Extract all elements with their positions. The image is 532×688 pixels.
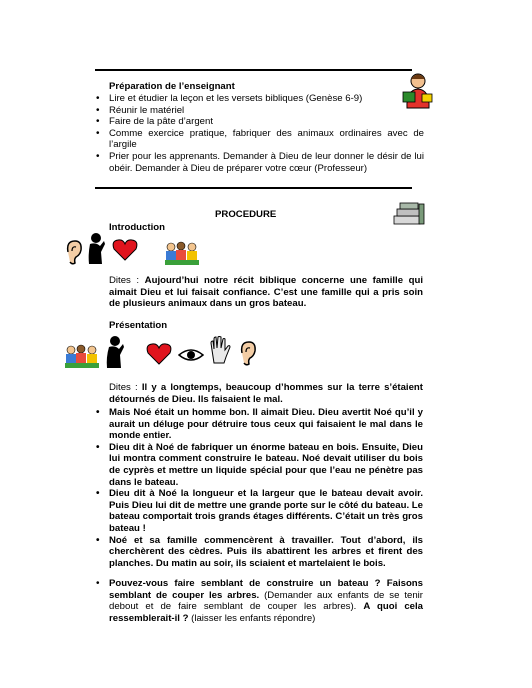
activity-list xyxy=(95,578,423,624)
top-divider xyxy=(95,69,412,71)
hand-icon xyxy=(208,335,232,365)
presentation-label: Présentation xyxy=(109,320,168,331)
section-divider xyxy=(95,187,412,189)
list-item: • Dieu dit à Noé la longueur et la largeur que le bateau devait avoir. Puis Dieu lui dit de mettre une grande porte sur le côté du bateau. Le bateau comportait trois grands étages différents. C’était un très gros bateau ! xyxy=(95,488,423,534)
heart-icon xyxy=(112,238,138,262)
books-icon xyxy=(392,200,426,226)
list-item: • Faire de la pâte d’argent xyxy=(95,116,424,128)
prep-title: Préparation de l’enseignant xyxy=(109,81,235,92)
story-list xyxy=(95,407,423,569)
procedure-heading: PROCEDURE xyxy=(215,209,277,220)
eye-icon xyxy=(178,347,204,363)
ear-icon xyxy=(64,238,84,266)
list-item: • Lire et étudier la leçon et les versets bibliques (Genèse 6-9) xyxy=(95,93,424,105)
list-item: • Mais Noé était un homme bon. Il aimait Dieu. Dieu avertit Noé qu’il y aurait un déluge pour détruire tous ceux qui faisaient le mal dans le monde entier. xyxy=(95,407,423,442)
list-item: • Noé et sa famille commencèrent à travailler. Tout d’abord, ils cherchèrent des cèdres. Puis ils abattirent les arbres et firent des planches. Du matin au soir, ils sciaient et martelaient le bois. xyxy=(95,535,423,570)
introduction-label: Introduction xyxy=(109,222,165,233)
praying-person-icon xyxy=(86,232,108,268)
presentation-icon-row xyxy=(64,333,274,373)
children-group-icon xyxy=(64,343,100,369)
presentation-paragraph: Dites : Il y a longtemps, beaucoup d’hommes sur la terre s’étaient détournés de Dieu. Ils faisaient le mal. xyxy=(109,382,423,405)
list-item: • Comme exercice pratique, fabriquer des animaux ordinaires avec de l’argile xyxy=(95,128,424,151)
heart-icon xyxy=(146,342,172,366)
list-item: • Réunir le matériel xyxy=(95,105,424,117)
praying-person-icon xyxy=(104,335,128,371)
prep-list xyxy=(95,93,424,174)
intro-icon-row xyxy=(64,232,204,270)
list-item: • Prier pour les apprenants. Demander à Dieu de leur donner le désir de lui obéir. Demander à Dieu de préparer votre cœur (Professeur) xyxy=(95,151,424,174)
ear-icon xyxy=(238,339,258,367)
children-group-icon xyxy=(164,240,200,266)
list-item: • Dieu dit à Noé de fabriquer un énorme bateau en bois. Ensuite, Dieu lui montra comment construire le bateau. Noé devait utiliser du bois de cyprès et mettre un liquide spécial pour que l’eau ne pénètre pas dans le bateau. xyxy=(95,442,423,488)
list-item: • Pouvez-vous faire semblant de construire un bateau ? Faisons semblant de couper les arbres. (Demander aux enfants de se tenir debout et de faire semblant de couper les arbres). A quoi cela ressemblerait-il ? (laisser les enfants répondre) xyxy=(95,578,423,624)
intro-paragraph: Dites : Aujourd’hui notre récit biblique concerne une famille qui aimait Dieu et lui faisait confiance. C’est une famille qui a pris soin de plusieurs animaux dans un gros bateau. xyxy=(109,275,423,310)
